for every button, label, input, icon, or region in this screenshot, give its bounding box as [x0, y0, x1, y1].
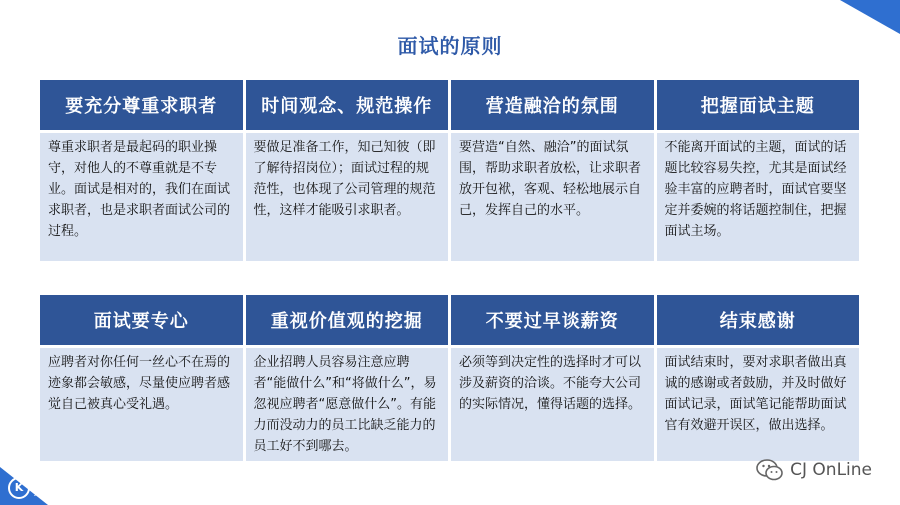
principle-text: 必须等到决定性的选择时才可以涉及薪资的洽谈。不能夸大公司的实际情况，懂得话题的选择。 [451, 348, 654, 461]
principle-text: 要营造“自然、融洽”的面试氛围，帮助求职者放松，让求职者放开包袱，客观、轻松地展示自己，发挥自己的水平。 [451, 133, 654, 261]
principle-heading: 要充分尊重求职者 [40, 80, 243, 130]
principle-cell [40, 295, 243, 461]
principle-cell [657, 295, 860, 461]
principle-cell [246, 295, 449, 461]
principle-heading: 重视价值观的挖掘 [246, 295, 449, 345]
principle-text: 尊重求职者是最起码的职业操守，对他人的不尊重就是不专业。面试是相对的，我们在面试求职者，也是求职者面试公司的过程。 [40, 133, 243, 261]
principle-cell [657, 80, 860, 261]
principle-heading: 把握面试主题 [657, 80, 860, 130]
principle-text: 要做足准备工作，知己知彼（即了解待招岗位）；面试过程的规范性，也体现了公司管理的规范性，这样才能吸引求职者。 [246, 133, 449, 261]
corner-decoration-top-right [840, 0, 900, 34]
principle-heading: 面试要专心 [40, 295, 243, 345]
watermark-right [756, 459, 872, 481]
watermark-left [8, 477, 94, 499]
principle-heading: 时间观念、规范操作 [246, 80, 449, 130]
principle-text: 不能离开面试的主题，面试的话题比较容易失控，尤其是面试经验丰富的应聘者时，面试官要坚定并委婉的将话题控制住，把握面试主场。 [657, 133, 860, 261]
principle-heading: 营造融洽的氛围 [451, 80, 654, 130]
principles-grid-row-1 [40, 80, 859, 261]
principle-heading: 不要过早谈薪资 [451, 295, 654, 345]
principles-grid-row-2 [40, 295, 859, 461]
watermark-logo: K [8, 477, 30, 499]
wechat-icon [756, 459, 784, 481]
principle-text: 面试结束时，要对求职者做出真诚的感谢或者鼓励，并及时做好面试记录，面试笔记能帮助面试官有效避开误区，做出选择。 [657, 348, 860, 461]
principle-cell [246, 80, 449, 261]
principle-cell [451, 295, 654, 461]
principle-cell [40, 80, 243, 261]
principle-text: 应聘者对你任何一丝心不在焉的迹象都会敏感，尽量使应聘者感觉自己被真心受礼遇。 [40, 348, 243, 461]
page-title: 面试的原则 [397, 34, 503, 58]
watermark-left-text: 大数跨境 [34, 479, 95, 498]
principle-heading: 结束感谢 [657, 295, 860, 345]
watermark-right-text: CJ OnLine [790, 460, 872, 480]
principle-cell [451, 80, 654, 261]
principle-text: 企业招聘人员容易注意应聘者“能做什么”和“将做什么”，易忽视应聘者“愿意做什么”。有能力而没动力的员工比缺乏能力的员工好不到哪去。 [246, 348, 449, 461]
